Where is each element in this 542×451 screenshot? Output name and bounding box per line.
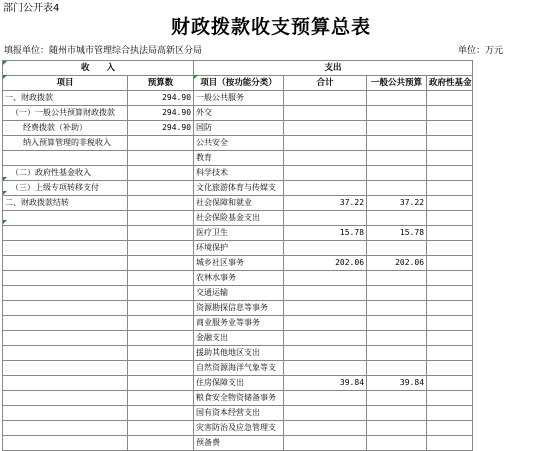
table-row <box>3 241 473 256</box>
expense-gov-fund <box>427 166 473 181</box>
income-value <box>128 301 194 316</box>
expense-item: 农林水事务 <box>194 271 284 286</box>
expense-item: 医疗卫生 <box>194 226 284 241</box>
table-row <box>3 151 473 166</box>
income-value <box>128 376 194 391</box>
document-id: 部门公开表4 <box>3 3 60 14</box>
expense-item: 预备费 <box>194 436 284 451</box>
income-item <box>3 376 128 391</box>
expense-general <box>367 151 427 166</box>
income-item: （二）政府性基金收入 <box>3 166 128 181</box>
income-item <box>3 271 128 286</box>
income-value <box>128 151 194 166</box>
income-item <box>3 421 128 436</box>
income-item <box>3 346 128 361</box>
expense-general <box>367 436 427 451</box>
func-item-header: 项目（按功能分类） <box>194 76 284 91</box>
expense-gov-fund <box>427 106 473 121</box>
expense-item: 资源勘探信息等事务 <box>194 301 284 316</box>
expense-general <box>367 91 427 106</box>
expense-gov-fund <box>427 181 473 196</box>
table-row <box>3 376 473 391</box>
expense-gov-fund <box>427 316 473 331</box>
expense-item: 外交 <box>194 106 284 121</box>
expense-item: 粮食安全物资储备事务 <box>194 391 284 406</box>
income-value <box>128 181 194 196</box>
budget-table <box>2 60 473 451</box>
table-row <box>3 136 473 151</box>
expense-total <box>284 301 367 316</box>
cell-marker-icon <box>3 75 7 79</box>
income-value <box>128 316 194 331</box>
table-row <box>3 421 473 436</box>
expense-item: 公共安全 <box>194 136 284 151</box>
expense-total <box>284 211 367 226</box>
income-item <box>3 331 128 346</box>
income-value <box>128 226 194 241</box>
expense-total: 39.84 <box>284 376 367 391</box>
income-value <box>128 421 194 436</box>
income-item <box>3 286 128 301</box>
expense-gov-fund <box>427 361 473 376</box>
cell-marker-icon <box>3 220 7 224</box>
expense-total <box>284 361 367 376</box>
table-row <box>3 166 473 181</box>
expense-total <box>284 406 367 421</box>
expense-gov-fund <box>427 286 473 301</box>
expense-general <box>367 106 427 121</box>
expense-total <box>284 106 367 121</box>
table-row <box>3 271 473 286</box>
income-value <box>128 271 194 286</box>
expense-general <box>367 361 427 376</box>
expense-gov-fund <box>427 346 473 361</box>
income-item <box>3 151 128 166</box>
expense-gov-fund <box>427 436 473 451</box>
expense-total: 37.22 <box>284 196 367 211</box>
expense-total <box>284 436 367 451</box>
table-row <box>3 406 473 421</box>
expense-total <box>284 91 367 106</box>
unit-label: 单位：万元 <box>458 46 504 56</box>
expense-gov-fund <box>427 136 473 151</box>
expense-general: 15.78 <box>367 226 427 241</box>
total-header: 合计 <box>284 76 367 91</box>
expense-general <box>367 316 427 331</box>
income-item <box>3 256 128 271</box>
expense-item: 住房保障支出 <box>194 376 284 391</box>
expense-item: 文化旅游体育与传媒支 <box>194 181 284 196</box>
income-value: 294.90 <box>128 121 194 136</box>
fill-unit-label: 填报单位：随州市城市管理综合执法局高新区分局 <box>4 46 203 56</box>
expense-general: 202.06 <box>367 256 427 271</box>
general-budget-header: 一般公共预算 <box>367 76 427 91</box>
expense-general <box>367 286 427 301</box>
expense-item: 教育 <box>194 151 284 166</box>
expense-total <box>284 286 367 301</box>
expense-general <box>367 241 427 256</box>
expense-general <box>367 211 427 226</box>
table-row <box>3 316 473 331</box>
expense-total <box>284 166 367 181</box>
table-row <box>3 436 473 451</box>
expense-general <box>367 121 427 136</box>
expense-total: 202.06 <box>284 256 367 271</box>
header-row-columns <box>3 76 473 91</box>
expense-total: 15.78 <box>284 226 367 241</box>
expense-gov-fund <box>427 121 473 136</box>
income-value <box>128 436 194 451</box>
expense-total <box>284 421 367 436</box>
expense-gov-fund <box>427 91 473 106</box>
income-item <box>3 226 128 241</box>
income-item <box>3 211 128 226</box>
header-row-top <box>3 61 473 76</box>
expense-general <box>367 166 427 181</box>
expense-general <box>367 271 427 286</box>
expense-gov-fund <box>427 391 473 406</box>
table-row <box>3 286 473 301</box>
table-row <box>3 121 473 136</box>
income-value <box>128 196 194 211</box>
income-value <box>128 286 194 301</box>
income-item <box>3 391 128 406</box>
income-value <box>128 136 194 151</box>
budget-header: 预算数 <box>128 76 194 91</box>
expense-general <box>367 181 427 196</box>
income-value <box>128 361 194 376</box>
income-value <box>128 406 194 421</box>
income-item <box>3 406 128 421</box>
cell-marker-icon <box>3 191 7 195</box>
expense-general <box>367 301 427 316</box>
expense-item: 金融支出 <box>194 331 284 346</box>
income-item <box>3 241 128 256</box>
expense-total <box>284 181 367 196</box>
expense-item: 国有资本经营支出 <box>194 406 284 421</box>
expense-total <box>284 136 367 151</box>
expense-gov-fund <box>427 256 473 271</box>
table-row <box>3 361 473 376</box>
income-value <box>128 211 194 226</box>
expense-item: 科学技术 <box>194 166 284 181</box>
expense-general <box>367 331 427 346</box>
table-row <box>3 301 473 316</box>
expense-general: 37.22 <box>367 196 427 211</box>
expense-item: 环境保护 <box>194 241 284 256</box>
expense-general <box>367 346 427 361</box>
cell-marker-icon <box>3 177 7 181</box>
expense-item: 自然资源海洋气象等支 <box>194 361 284 376</box>
expense-gov-fund <box>427 331 473 346</box>
gov-fund-header: 政府性基金 <box>427 76 473 91</box>
income-item: （一）一般公共预算财政拨款 <box>3 106 128 121</box>
expense-gov-fund <box>427 196 473 211</box>
expense-total <box>284 391 367 406</box>
expense-total <box>284 241 367 256</box>
expense-item: 城乡社区事务 <box>194 256 284 271</box>
income-item: 一、财政拨款 <box>3 91 128 106</box>
income-item: 二、财政拨款结转 <box>3 196 128 211</box>
table-row <box>3 91 473 106</box>
expense-item: 灾害防治及应急管理支 <box>194 421 284 436</box>
expense-item: 商业服务业等事务 <box>194 316 284 331</box>
expense-general <box>367 421 427 436</box>
expense-gov-fund <box>427 151 473 166</box>
expense-gov-fund <box>427 226 473 241</box>
income-value <box>128 346 194 361</box>
income-value <box>128 256 194 271</box>
table-row <box>3 256 473 271</box>
expense-item: 社会保险基金支出 <box>194 211 284 226</box>
income-item-header: 项目 <box>3 76 128 91</box>
expense-gov-fund <box>427 376 473 391</box>
expense-total <box>284 316 367 331</box>
expense-total <box>284 121 367 136</box>
table-row <box>3 181 473 196</box>
income-item <box>3 316 128 331</box>
income-item <box>3 361 128 376</box>
table-row <box>3 391 473 406</box>
income-header: 收 入 <box>3 61 194 76</box>
cell-marker-icon <box>194 75 198 79</box>
income-value <box>128 391 194 406</box>
page-title: 财政拨款收支预算总表 <box>170 16 371 38</box>
income-value <box>128 331 194 346</box>
cell-marker-icon <box>3 61 7 65</box>
expense-item: 交通运输 <box>194 286 284 301</box>
table-row <box>3 346 473 361</box>
income-value <box>128 241 194 256</box>
expense-gov-fund <box>427 301 473 316</box>
income-item: （三）上级专项转移支付 <box>3 181 128 196</box>
expense-total <box>284 331 367 346</box>
expense-general <box>367 136 427 151</box>
expense-item: 社会保障和就业 <box>194 196 284 211</box>
income-value: 294.90 <box>128 106 194 121</box>
expense-gov-fund <box>427 211 473 226</box>
income-value: 294.90 <box>128 91 194 106</box>
income-item: 纳入预算管理的非税收入 <box>3 136 128 151</box>
expense-total <box>284 346 367 361</box>
expense-general: 39.84 <box>367 376 427 391</box>
table-row <box>3 226 473 241</box>
income-item: 经费拨款（补助） <box>3 121 128 136</box>
income-value <box>128 166 194 181</box>
table-row <box>3 331 473 346</box>
expense-total <box>284 151 367 166</box>
income-item <box>3 436 128 451</box>
expense-gov-fund <box>427 406 473 421</box>
expense-item: 一般公共服务 <box>194 91 284 106</box>
expense-item: 国防 <box>194 121 284 136</box>
expense-total <box>284 271 367 286</box>
expense-gov-fund <box>427 271 473 286</box>
expense-general <box>367 406 427 421</box>
expense-header: 支出 <box>194 61 473 76</box>
table-row <box>3 196 473 211</box>
expense-gov-fund <box>427 421 473 436</box>
table-row <box>3 211 473 226</box>
expense-general <box>367 391 427 406</box>
expense-gov-fund <box>427 241 473 256</box>
income-item <box>3 301 128 316</box>
table-row <box>3 106 473 121</box>
expense-item: 援助其他地区支出 <box>194 346 284 361</box>
